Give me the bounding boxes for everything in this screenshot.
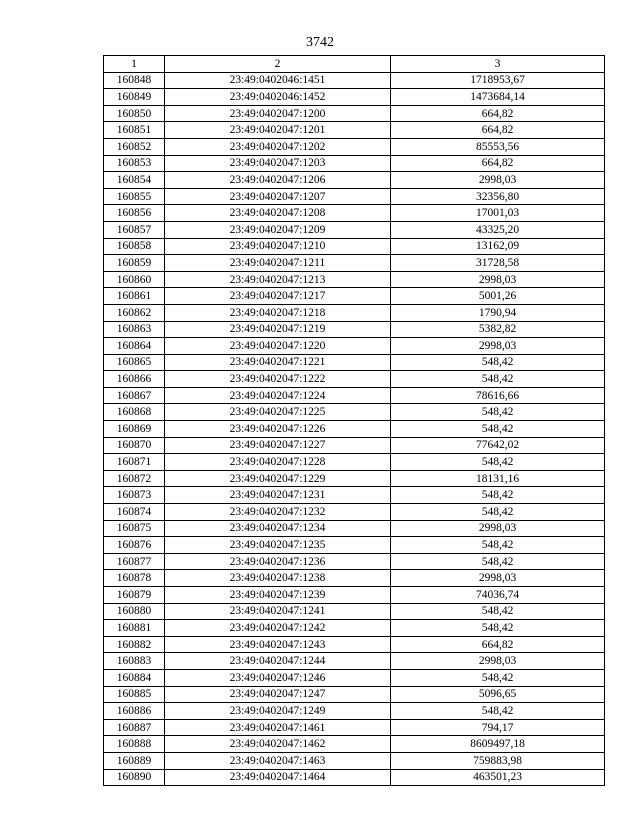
cadastral-number-cell: 23:49:0402047:1235 — [165, 537, 391, 554]
value-cell: 5001,26 — [391, 288, 605, 305]
value-cell: 548,42 — [391, 620, 605, 637]
value-cell: 794,17 — [391, 719, 605, 736]
table-row — [104, 653, 605, 670]
cadastral-number-cell: 23:49:0402047:1236 — [165, 553, 391, 570]
table-row — [104, 736, 605, 753]
cadastral-number-cell: 23:49:0402047:1241 — [165, 603, 391, 620]
cadastral-number-cell: 23:49:0402047:1239 — [165, 587, 391, 604]
row-number-cell: 160888 — [104, 736, 165, 753]
table-row — [104, 487, 605, 504]
value-cell: 74036,74 — [391, 587, 605, 604]
cadastral-number-cell: 23:49:0402047:1222 — [165, 371, 391, 388]
table-row — [104, 603, 605, 620]
table-row — [104, 371, 605, 388]
cadastral-number-cell: 23:49:0402047:1201 — [165, 122, 391, 139]
table-row — [104, 520, 605, 537]
cadastral-number-cell: 23:49:0402047:1225 — [165, 404, 391, 421]
table-row — [104, 719, 605, 736]
value-cell: 2998,03 — [391, 520, 605, 537]
value-cell: 548,42 — [391, 454, 605, 471]
column-header-3: 3 — [391, 56, 605, 73]
table-row — [104, 587, 605, 604]
cadastral-number-cell: 23:49:0402047:1227 — [165, 437, 391, 454]
table-row — [104, 769, 605, 786]
table-row — [104, 553, 605, 570]
row-number-cell: 160876 — [104, 537, 165, 554]
value-cell: 43325,20 — [391, 221, 605, 238]
row-number-cell: 160860 — [104, 271, 165, 288]
row-number-cell: 160881 — [104, 620, 165, 637]
row-number-cell: 160879 — [104, 587, 165, 604]
table-row — [104, 205, 605, 222]
cadastral-number-cell: 23:49:0402047:1203 — [165, 155, 391, 172]
value-cell: 5096,65 — [391, 686, 605, 703]
table-row — [104, 321, 605, 338]
value-cell: 548,42 — [391, 371, 605, 388]
cadastral-number-cell: 23:49:0402047:1228 — [165, 454, 391, 471]
table-row — [104, 537, 605, 554]
table-row — [104, 255, 605, 272]
table-row — [104, 238, 605, 255]
cadastral-number-cell: 23:49:0402047:1208 — [165, 205, 391, 222]
table-row — [104, 669, 605, 686]
value-cell: 664,82 — [391, 636, 605, 653]
cadastral-number-cell: 23:49:0402047:1210 — [165, 238, 391, 255]
row-number-cell: 160853 — [104, 155, 165, 172]
cadastral-number-cell: 23:49:0402047:1234 — [165, 520, 391, 537]
row-number-cell: 160889 — [104, 752, 165, 769]
table-header — [104, 56, 605, 73]
cadastral-number-cell: 23:49:0402047:1463 — [165, 752, 391, 769]
value-cell: 2998,03 — [391, 653, 605, 670]
row-number-cell: 160869 — [104, 421, 165, 438]
row-number-cell: 160867 — [104, 387, 165, 404]
value-cell: 548,42 — [391, 537, 605, 554]
cadastral-number-cell: 23:49:0402047:1238 — [165, 570, 391, 587]
cadastral-number-cell: 23:49:0402047:1200 — [165, 105, 391, 122]
table-row — [104, 404, 605, 421]
row-number-cell: 160871 — [104, 454, 165, 471]
cadastral-number-cell: 23:49:0402047:1242 — [165, 620, 391, 637]
cadastral-number-cell: 23:49:0402047:1211 — [165, 255, 391, 272]
row-number-cell: 160877 — [104, 553, 165, 570]
cadastral-number-cell: 23:49:0402047:1462 — [165, 736, 391, 753]
cadastral-number-cell: 23:49:0402047:1226 — [165, 421, 391, 438]
table-row — [104, 570, 605, 587]
row-number-cell: 160850 — [104, 105, 165, 122]
cadastral-number-cell: 23:49:0402047:1249 — [165, 703, 391, 720]
table-row — [104, 752, 605, 769]
table-row — [104, 105, 605, 122]
row-number-cell: 160883 — [104, 653, 165, 670]
table-row — [104, 421, 605, 438]
value-cell: 664,82 — [391, 122, 605, 139]
row-number-cell: 160885 — [104, 686, 165, 703]
value-cell: 548,42 — [391, 553, 605, 570]
cadastral-number-cell: 23:49:0402047:1247 — [165, 686, 391, 703]
table-row — [104, 504, 605, 521]
cadastral-number-cell: 23:49:0402047:1224 — [165, 387, 391, 404]
value-cell: 548,42 — [391, 421, 605, 438]
table-row — [104, 155, 605, 172]
row-number-cell: 160848 — [104, 72, 165, 89]
cadastral-number-cell: 23:49:0402047:1243 — [165, 636, 391, 653]
table-row — [104, 470, 605, 487]
row-number-cell: 160854 — [104, 172, 165, 189]
value-cell: 2998,03 — [391, 570, 605, 587]
value-cell: 31728,58 — [391, 255, 605, 272]
row-number-cell: 160865 — [104, 354, 165, 371]
row-number-cell: 160852 — [104, 138, 165, 155]
table-row — [104, 138, 605, 155]
value-cell: 78616,66 — [391, 387, 605, 404]
table-row — [104, 89, 605, 106]
value-cell: 548,42 — [391, 354, 605, 371]
cadastral-number-cell: 23:49:0402047:1244 — [165, 653, 391, 670]
row-number-cell: 160849 — [104, 89, 165, 106]
value-cell: 664,82 — [391, 155, 605, 172]
value-cell: 548,42 — [391, 504, 605, 521]
cadastral-number-cell: 23:49:0402046:1452 — [165, 89, 391, 106]
row-number-cell: 160861 — [104, 288, 165, 305]
cadastral-number-cell: 23:49:0402047:1221 — [165, 354, 391, 371]
column-header-2: 2 — [165, 56, 391, 73]
cadastral-number-cell: 23:49:0402047:1202 — [165, 138, 391, 155]
row-number-cell: 160887 — [104, 719, 165, 736]
value-cell: 2998,03 — [391, 338, 605, 355]
row-number-cell: 160875 — [104, 520, 165, 537]
value-cell: 548,42 — [391, 703, 605, 720]
table-row — [104, 188, 605, 205]
table-row — [104, 620, 605, 637]
table-row — [104, 304, 605, 321]
value-cell: 463501,23 — [391, 769, 605, 786]
row-number-cell: 160870 — [104, 437, 165, 454]
row-number-cell: 160873 — [104, 487, 165, 504]
table-body — [104, 72, 605, 786]
table-row — [104, 221, 605, 238]
table-row — [104, 387, 605, 404]
cadastral-number-cell: 23:49:0402047:1246 — [165, 669, 391, 686]
cadastral-number-cell: 23:49:0402047:1213 — [165, 271, 391, 288]
row-number-cell: 160857 — [104, 221, 165, 238]
cadastral-number-cell: 23:49:0402047:1229 — [165, 470, 391, 487]
row-number-cell: 160872 — [104, 470, 165, 487]
row-number-cell: 160866 — [104, 371, 165, 388]
value-cell: 1790,94 — [391, 304, 605, 321]
cadastral-number-cell: 23:49:0402047:1209 — [165, 221, 391, 238]
value-cell: 759883,98 — [391, 752, 605, 769]
value-cell: 32356,80 — [391, 188, 605, 205]
row-number-cell: 160884 — [104, 669, 165, 686]
value-cell: 17001,03 — [391, 205, 605, 222]
value-cell: 8609497,18 — [391, 736, 605, 753]
table-row — [104, 172, 605, 189]
table-row — [104, 271, 605, 288]
row-number-cell: 160874 — [104, 504, 165, 521]
header-row — [104, 56, 605, 73]
row-number-cell: 160855 — [104, 188, 165, 205]
table-row — [104, 288, 605, 305]
value-cell: 1473684,14 — [391, 89, 605, 106]
value-cell: 548,42 — [391, 669, 605, 686]
cadastral-number-cell: 23:49:0402047:1464 — [165, 769, 391, 786]
cadastral-number-cell: 23:49:0402047:1217 — [165, 288, 391, 305]
row-number-cell: 160851 — [104, 122, 165, 139]
table-row — [104, 454, 605, 471]
column-header-1: 1 — [104, 56, 165, 73]
table-row — [104, 338, 605, 355]
row-number-cell: 160890 — [104, 769, 165, 786]
cadastral-number-cell: 23:49:0402047:1207 — [165, 188, 391, 205]
row-number-cell: 160863 — [104, 321, 165, 338]
cadastral-number-cell: 23:49:0402046:1451 — [165, 72, 391, 89]
row-number-cell: 160858 — [104, 238, 165, 255]
row-number-cell: 160886 — [104, 703, 165, 720]
value-cell: 548,42 — [391, 404, 605, 421]
cadastral-number-cell: 23:49:0402047:1231 — [165, 487, 391, 504]
value-cell: 18131,16 — [391, 470, 605, 487]
value-cell: 5382,82 — [391, 321, 605, 338]
value-cell: 13162,09 — [391, 238, 605, 255]
row-number-cell: 160864 — [104, 338, 165, 355]
cadastral-number-cell: 23:49:0402047:1206 — [165, 172, 391, 189]
value-cell: 548,42 — [391, 487, 605, 504]
row-number-cell: 160859 — [104, 255, 165, 272]
row-number-cell: 160862 — [104, 304, 165, 321]
value-cell: 2998,03 — [391, 172, 605, 189]
table-row — [104, 72, 605, 89]
row-number-cell: 160856 — [104, 205, 165, 222]
table-row — [104, 686, 605, 703]
row-number-cell: 160880 — [104, 603, 165, 620]
row-number-cell: 160868 — [104, 404, 165, 421]
table-row — [104, 122, 605, 139]
cadastral-number-cell: 23:49:0402047:1232 — [165, 504, 391, 521]
row-number-cell: 160878 — [104, 570, 165, 587]
table-row — [104, 354, 605, 371]
value-cell: 2998,03 — [391, 271, 605, 288]
value-cell: 1718953,67 — [391, 72, 605, 89]
page-number: 3742 — [306, 35, 334, 50]
value-cell: 77642,02 — [391, 437, 605, 454]
table-row — [104, 437, 605, 454]
table-row — [104, 703, 605, 720]
cadastral-number-cell: 23:49:0402047:1220 — [165, 338, 391, 355]
value-cell: 85553,56 — [391, 138, 605, 155]
registry-table — [103, 55, 605, 786]
cadastral-number-cell: 23:49:0402047:1461 — [165, 719, 391, 736]
table-row — [104, 636, 605, 653]
cadastral-number-cell: 23:49:0402047:1218 — [165, 304, 391, 321]
row-number-cell: 160882 — [104, 636, 165, 653]
value-cell: 548,42 — [391, 603, 605, 620]
cadastral-number-cell: 23:49:0402047:1219 — [165, 321, 391, 338]
value-cell: 664,82 — [391, 105, 605, 122]
